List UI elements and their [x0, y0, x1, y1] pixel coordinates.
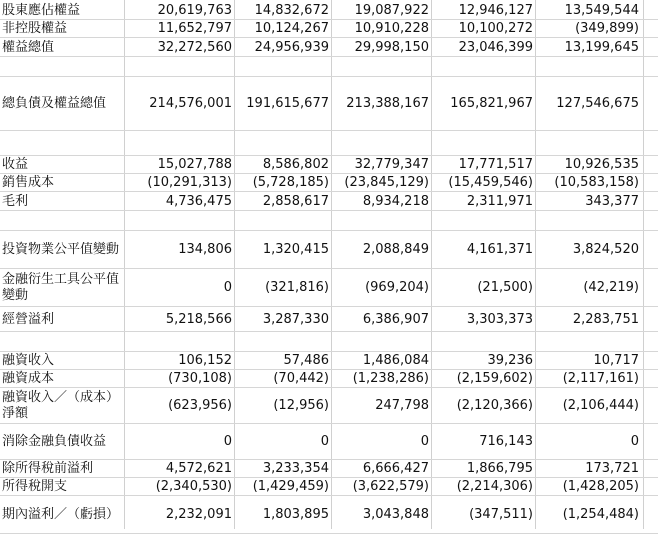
value-cell[interactable]: 1,803,895 [262, 507, 329, 522]
value-cell[interactable] [124, 332, 234, 352]
value-cell[interactable]: 3,287,330 [262, 311, 329, 327]
value-cell[interactable]: 213,388,167 [346, 96, 429, 111]
row-label[interactable]: 總負債及權益總值 [2, 96, 107, 111]
value-cell[interactable]: 134,806 [178, 242, 232, 257]
table-row[interactable] [0, 38, 658, 57]
value-cell[interactable]: 165,821,967 [450, 96, 533, 111]
value-cell[interactable]: 39,236 [487, 353, 533, 368]
value-cell[interactable]: (2,159,602) [456, 371, 533, 386]
value-cell[interactable]: 5,218,566 [165, 311, 232, 327]
value-cell[interactable]: 24,956,939 [254, 39, 329, 55]
value-cell[interactable] [431, 211, 535, 231]
value-cell[interactable]: (15,459,546) [448, 175, 533, 190]
value-cell[interactable]: 1,320,415 [262, 242, 329, 257]
table-row[interactable] [0, 370, 658, 388]
table-row[interactable] [0, 156, 658, 174]
row-label[interactable]: 融資收入 [2, 353, 55, 368]
row-label[interactable]: 期內溢利／（虧損） [2, 507, 120, 522]
value-cell[interactable]: 716,143 [479, 434, 533, 449]
row-label[interactable]: 銷售成本 [2, 175, 55, 190]
value-cell[interactable]: 191,615,677 [246, 96, 329, 111]
row-label[interactable]: 股東應佔權益 [2, 3, 81, 18]
value-cell[interactable] [431, 332, 535, 352]
value-cell[interactable]: (10,291,313) [147, 175, 232, 190]
value-cell[interactable] [535, 131, 641, 156]
table-row[interactable] [0, 269, 658, 307]
value-cell[interactable]: 8,934,218 [362, 193, 429, 209]
table-row[interactable] [0, 2, 658, 20]
value-cell[interactable]: 106,152 [178, 353, 232, 368]
row-label[interactable]: 經營溢利 [2, 311, 55, 327]
value-cell[interactable] [124, 131, 234, 156]
value-cell[interactable]: (1,428,205) [562, 479, 639, 494]
value-cell[interactable]: 214,576,001 [149, 96, 232, 111]
value-cell[interactable]: 23,046,399 [458, 39, 533, 55]
value-cell[interactable]: 0 [420, 434, 429, 449]
value-cell[interactable]: 14,832,672 [254, 3, 329, 18]
value-cell[interactable]: 13,199,645 [564, 39, 639, 55]
value-cell[interactable] [124, 57, 234, 77]
value-cell[interactable] [234, 131, 331, 156]
row-label[interactable]: 融資收入／（成本）淨額 [2, 390, 120, 421]
value-cell[interactable]: 32,272,560 [157, 39, 232, 55]
value-cell[interactable]: 173,721 [585, 461, 639, 476]
value-cell[interactable]: 4,161,371 [466, 242, 533, 257]
value-cell[interactable]: 11,652,797 [157, 21, 232, 36]
table-row[interactable] [0, 174, 658, 192]
table-row[interactable] [0, 478, 658, 496]
value-cell[interactable]: 2,088,849 [362, 242, 429, 257]
row-label[interactable] [2, 332, 124, 352]
value-cell[interactable]: (730,108) [168, 371, 232, 386]
value-cell[interactable]: (349,899) [575, 21, 639, 36]
value-cell[interactable]: (21,500) [477, 280, 533, 295]
row-label[interactable]: 融資成本 [2, 371, 55, 386]
value-cell[interactable] [234, 57, 331, 77]
value-cell[interactable]: 343,377 [585, 193, 639, 209]
table-row[interactable] [0, 460, 658, 478]
value-cell[interactable]: 1,486,084 [362, 353, 429, 368]
value-cell[interactable]: (23,845,129) [344, 175, 429, 190]
table-row[interactable] [0, 307, 658, 332]
value-cell[interactable]: 10,910,228 [354, 21, 429, 36]
value-cell[interactable] [234, 332, 331, 352]
value-cell[interactable] [535, 57, 641, 77]
value-cell[interactable]: 17,771,517 [458, 157, 533, 172]
value-cell[interactable] [234, 211, 331, 231]
value-cell[interactable]: (2,106,444) [562, 398, 639, 413]
table-row[interactable] [0, 192, 658, 211]
table-row[interactable] [0, 424, 658, 460]
table-row[interactable] [0, 57, 658, 77]
value-cell[interactable]: 13,549,544 [564, 3, 639, 18]
row-label[interactable]: 權益總值 [2, 39, 55, 55]
table-row[interactable] [0, 211, 658, 231]
value-cell[interactable]: 15,027,788 [157, 157, 232, 172]
value-cell[interactable]: 8,586,802 [262, 157, 329, 172]
value-cell[interactable]: (969,204) [365, 280, 429, 295]
value-cell[interactable]: (70,442) [273, 371, 329, 386]
table-row[interactable] [0, 352, 658, 370]
value-cell[interactable]: 1,866,795 [466, 461, 533, 476]
value-cell[interactable]: (623,956) [168, 398, 232, 413]
value-cell[interactable]: (12,956) [273, 398, 329, 413]
value-cell[interactable] [431, 57, 535, 77]
value-cell[interactable] [431, 131, 535, 156]
value-cell[interactable] [331, 211, 431, 231]
row-label[interactable]: 金融衍生工具公平值變動 [2, 272, 120, 303]
value-cell[interactable]: (10,583,158) [554, 175, 639, 190]
value-cell[interactable]: 2,283,751 [572, 311, 639, 327]
value-cell[interactable]: 2,311,971 [466, 193, 533, 209]
row-label[interactable] [2, 57, 124, 77]
table-row[interactable] [0, 77, 658, 131]
table-row[interactable] [0, 131, 658, 156]
value-cell[interactable]: 10,717 [593, 353, 639, 368]
value-cell[interactable]: (3,622,579) [352, 479, 429, 494]
value-cell[interactable]: (1,254,484) [562, 507, 639, 522]
row-label[interactable] [2, 131, 124, 156]
value-cell[interactable]: 2,858,617 [262, 193, 329, 209]
row-label[interactable]: 所得稅開支 [2, 479, 68, 494]
value-cell[interactable]: 10,100,272 [458, 21, 533, 36]
value-cell[interactable]: 3,303,373 [466, 311, 533, 327]
value-cell[interactable]: (1,429,459) [252, 479, 329, 494]
table-row[interactable] [0, 496, 658, 534]
value-cell[interactable]: 20,619,763 [157, 3, 232, 18]
row-label[interactable]: 消除金融負債收益 [2, 434, 107, 449]
row-label[interactable]: 投資物業公平值變動 [2, 242, 120, 257]
table-row[interactable] [0, 20, 658, 38]
value-cell[interactable]: 6,666,427 [362, 461, 429, 476]
value-cell[interactable]: 0 [320, 434, 329, 449]
value-cell[interactable]: 10,926,535 [564, 157, 639, 172]
value-cell[interactable]: 3,824,520 [572, 242, 639, 257]
value-cell[interactable]: (2,214,306) [456, 479, 533, 494]
value-cell[interactable]: 6,386,907 [362, 311, 429, 327]
value-cell[interactable]: 19,087,922 [354, 3, 429, 18]
value-cell[interactable]: 4,572,621 [165, 461, 232, 476]
value-cell[interactable] [124, 211, 234, 231]
row-label[interactable]: 毛利 [2, 193, 29, 209]
value-cell[interactable]: 127,546,675 [556, 96, 639, 111]
value-cell[interactable] [331, 332, 431, 352]
value-cell[interactable]: 0 [223, 434, 232, 449]
value-cell[interactable] [331, 57, 431, 77]
row-label[interactable]: 除所得稅前溢利 [2, 461, 94, 476]
value-cell[interactable]: 12,946,127 [458, 3, 533, 18]
value-cell[interactable]: 3,233,354 [262, 461, 329, 476]
value-cell[interactable]: (2,120,366) [456, 398, 533, 413]
value-cell[interactable]: (1,238,286) [352, 371, 429, 386]
row-label[interactable] [2, 211, 124, 231]
value-cell[interactable]: 29,998,150 [354, 39, 429, 55]
value-cell[interactable]: (2,117,161) [562, 371, 639, 386]
value-cell[interactable]: (321,816) [265, 280, 329, 295]
value-cell[interactable]: 32,779,347 [354, 157, 429, 172]
value-cell[interactable]: 0 [630, 434, 639, 449]
value-cell[interactable]: (347,511) [469, 507, 533, 522]
value-cell[interactable]: 3,043,848 [362, 507, 429, 522]
value-cell[interactable]: (5,728,185) [252, 175, 329, 190]
value-cell[interactable]: 247,798 [375, 398, 429, 413]
value-cell[interactable]: (42,219) [583, 280, 639, 295]
table-row[interactable] [0, 332, 658, 352]
value-cell[interactable]: 4,736,475 [165, 193, 232, 209]
value-cell[interactable]: (2,340,530) [155, 479, 232, 494]
value-cell[interactable]: 57,486 [283, 353, 329, 368]
value-cell[interactable]: 2,232,091 [165, 507, 232, 522]
value-cell[interactable] [535, 332, 641, 352]
value-cell[interactable] [331, 131, 431, 156]
value-cell[interactable]: 10,124,267 [254, 21, 329, 36]
table-row[interactable] [0, 388, 658, 424]
row-label[interactable]: 非控股權益 [2, 21, 68, 36]
value-cell[interactable]: 0 [223, 280, 232, 295]
row-label[interactable]: 收益 [2, 157, 29, 172]
table-row[interactable] [0, 231, 658, 269]
value-cell[interactable] [535, 211, 641, 231]
